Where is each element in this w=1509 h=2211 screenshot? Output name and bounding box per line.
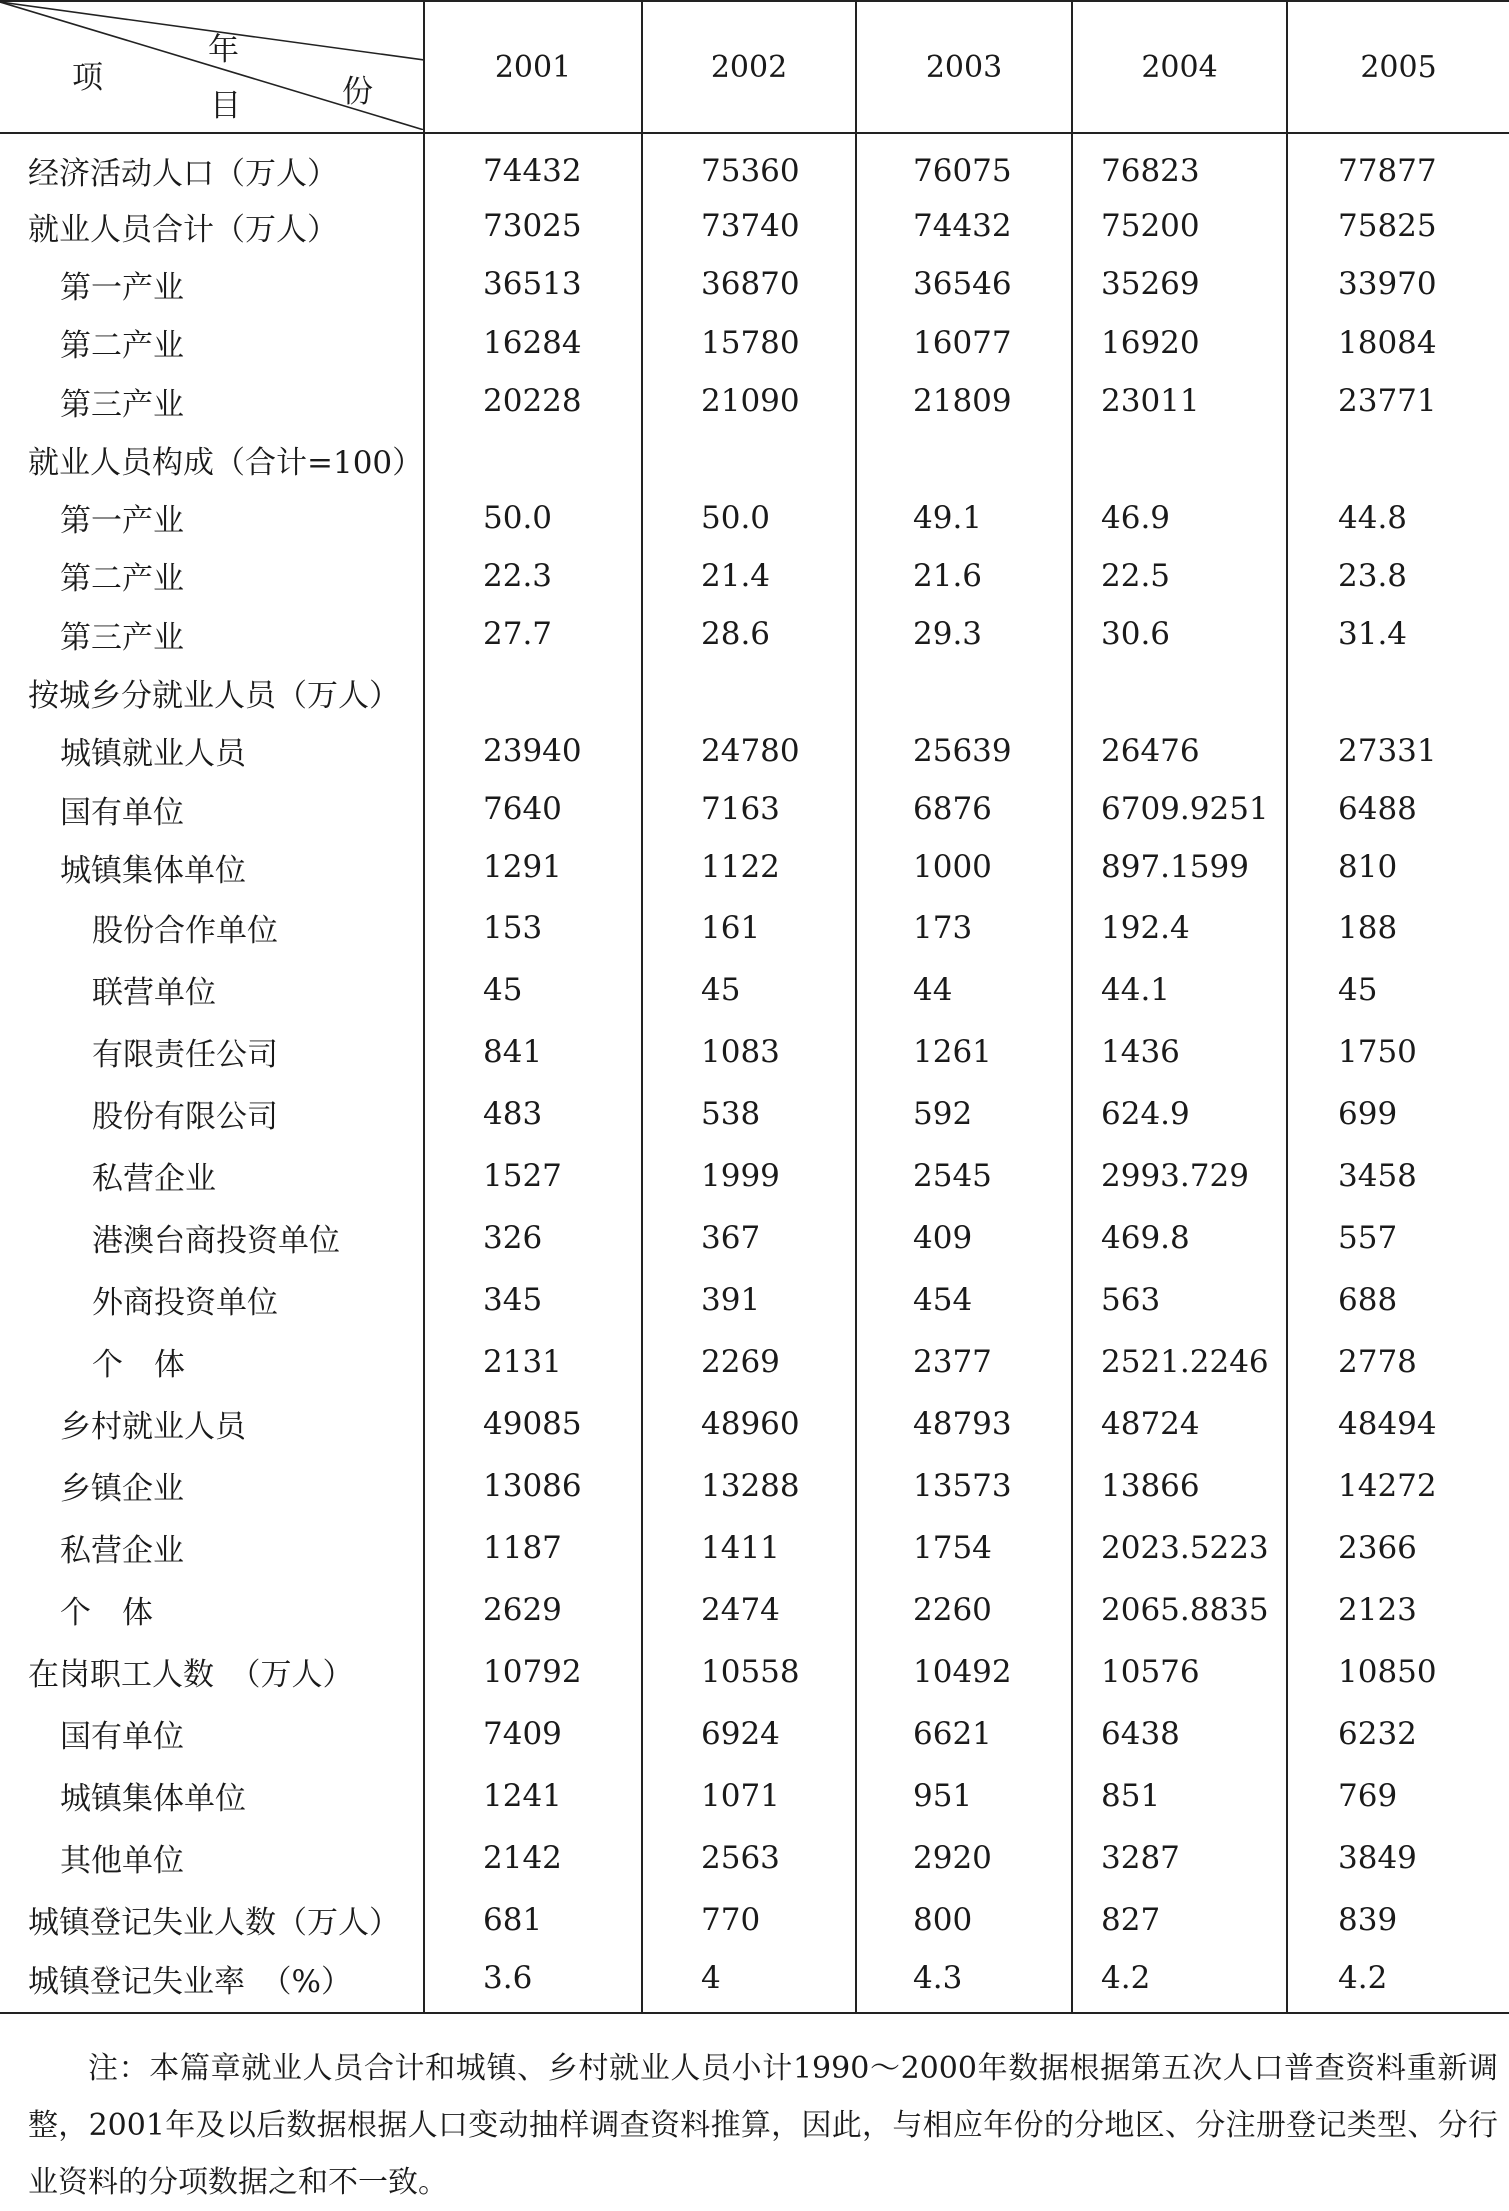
cell-2004: 2993.729 [1072, 1145, 1287, 1207]
cell-2002 [642, 430, 856, 488]
cell-2003: 2260 [856, 1579, 1072, 1641]
cell-2003: 21809 [856, 372, 1072, 430]
cell-2005: 2778 [1287, 1331, 1509, 1393]
cell-2005: 810 [1287, 838, 1509, 896]
cell-2004: 48724 [1072, 1393, 1287, 1455]
cell-2001: 45 [424, 959, 642, 1021]
cell-2003: 409 [856, 1207, 1072, 1269]
cell-2002: 13288 [642, 1455, 856, 1517]
cell-2001 [424, 430, 642, 488]
cell-2001: 345 [424, 1269, 642, 1331]
row-label: 乡镇企业 [60, 1471, 184, 1508]
table-row [0, 1951, 1509, 2013]
cell-2003: 21.6 [856, 547, 1072, 605]
table-row [0, 1207, 1509, 1269]
table-row [0, 897, 1509, 959]
cell-2004: 23011 [1072, 372, 1287, 430]
cell-2004: 6709.9251 [1072, 780, 1287, 838]
cell-2001: 1241 [424, 1765, 642, 1827]
cell-2004: 2521.2246 [1072, 1331, 1287, 1393]
cell-2001: 7409 [424, 1703, 642, 1765]
cell-2003: 173 [856, 897, 1072, 959]
row-label: 有限责任公司 [92, 1037, 278, 1074]
table-body [0, 133, 1509, 2013]
cell-2004: 75200 [1072, 197, 1287, 255]
row-label: 第三产业 [60, 386, 184, 423]
row-label: 第二产业 [60, 561, 184, 598]
cell-2002: 21.4 [642, 547, 856, 605]
row-label: 个 体 [92, 1347, 185, 1384]
cell-2002: 28.6 [642, 605, 856, 663]
cell-2002: 7163 [642, 780, 856, 838]
cell-2004: 563 [1072, 1269, 1287, 1331]
cell-2003: 2377 [856, 1331, 1072, 1393]
cell-2003: 1261 [856, 1021, 1072, 1083]
cell-2005: 699 [1287, 1083, 1509, 1145]
cell-2002: 75360 [642, 133, 856, 197]
cell-2002: 2269 [642, 1331, 856, 1393]
cell-2004: 469.8 [1072, 1207, 1287, 1269]
cell-2005: 48494 [1287, 1393, 1509, 1455]
cell-2005: 33970 [1287, 255, 1509, 313]
cell-2002: 6924 [642, 1703, 856, 1765]
cell-2005: 23771 [1287, 372, 1509, 430]
cell-2005: 2366 [1287, 1517, 1509, 1579]
cell-2002: 4 [642, 1951, 856, 2013]
cell-2002: 1999 [642, 1145, 856, 1207]
table-row [0, 314, 1509, 372]
cell-2004: 44.1 [1072, 959, 1287, 1021]
cell-2004: 46.9 [1072, 488, 1287, 546]
cell-2003: 13573 [856, 1455, 1072, 1517]
cell-2004 [1072, 663, 1287, 721]
cell-2005: 3458 [1287, 1145, 1509, 1207]
cell-2004: 35269 [1072, 255, 1287, 313]
cell-2005 [1287, 430, 1509, 488]
cell-2002: 1411 [642, 1517, 856, 1579]
cell-2004: 1436 [1072, 1021, 1287, 1083]
cell-2002: 1122 [642, 838, 856, 896]
row-label: 城镇登记失业率 （%） [0, 1951, 424, 2013]
cell-2002: 50.0 [642, 488, 856, 546]
cell-2001: 483 [424, 1083, 642, 1145]
cell-2005: 27331 [1287, 722, 1509, 780]
cell-2005: 77877 [1287, 133, 1509, 197]
cell-2002: 73740 [642, 197, 856, 255]
table-row [0, 722, 1509, 780]
table-row [0, 1331, 1509, 1393]
cell-2005: 3849 [1287, 1827, 1509, 1889]
table-row [0, 255, 1509, 313]
cell-2001: 74432 [424, 133, 642, 197]
cell-2002: 161 [642, 897, 856, 959]
cell-2002: 15780 [642, 314, 856, 372]
cell-2002: 1083 [642, 1021, 856, 1083]
cell-2005: 14272 [1287, 1455, 1509, 1517]
cell-2001: 10792 [424, 1641, 642, 1703]
cell-2001: 22.3 [424, 547, 642, 605]
cell-2003: 16077 [856, 314, 1072, 372]
cell-2003: 454 [856, 1269, 1072, 1331]
cell-2002: 48960 [642, 1393, 856, 1455]
cell-2005: 769 [1287, 1765, 1509, 1827]
cell-2001: 1527 [424, 1145, 642, 1207]
table-row [0, 1703, 1509, 1765]
row-label: 私营企业 [92, 1161, 216, 1198]
cell-2001: 50.0 [424, 488, 642, 546]
table-row [0, 838, 1509, 896]
cell-2003: 1000 [856, 838, 1072, 896]
cell-2005: 557 [1287, 1207, 1509, 1269]
cell-2001: 841 [424, 1021, 642, 1083]
cell-2001: 326 [424, 1207, 642, 1269]
row-label: 股份有限公司 [92, 1099, 278, 1136]
cell-2004 [1072, 430, 1287, 488]
cell-2005: 75825 [1287, 197, 1509, 255]
cell-2004: 827 [1072, 1889, 1287, 1951]
cell-2002: 391 [642, 1269, 856, 1331]
cell-2003: 6621 [856, 1703, 1072, 1765]
row-label: 港澳台商投资单位 [92, 1223, 340, 1260]
table-row [0, 780, 1509, 838]
row-label: 联营单位 [92, 975, 216, 1012]
cell-2004: 624.9 [1072, 1083, 1287, 1145]
cell-2002: 770 [642, 1889, 856, 1951]
corner-label-mu: 目 [210, 88, 241, 124]
cell-2001 [424, 663, 642, 721]
cell-2005: 31.4 [1287, 605, 1509, 663]
cell-2001: 3.6 [424, 1951, 642, 2013]
cell-2004: 26476 [1072, 722, 1287, 780]
table-row [0, 605, 1509, 663]
cell-2002: 24780 [642, 722, 856, 780]
row-label: 第二产业 [60, 328, 184, 365]
cell-2001: 13086 [424, 1455, 642, 1517]
cell-2005: 18084 [1287, 314, 1509, 372]
cell-2005: 6232 [1287, 1703, 1509, 1765]
cell-2005: 23.8 [1287, 547, 1509, 605]
cell-2002 [642, 663, 856, 721]
row-label: 城镇就业人员 [60, 736, 246, 773]
row-label: 其他单位 [60, 1843, 184, 1880]
row-label: 外商投资单位 [92, 1285, 278, 1322]
cell-2001: 20228 [424, 372, 642, 430]
cell-2004: 30.6 [1072, 605, 1287, 663]
row-label: 个 体 [60, 1595, 153, 1632]
row-label: 股份合作单位 [92, 913, 278, 950]
cell-2003: 1754 [856, 1517, 1072, 1579]
row-label: 私营企业 [60, 1533, 184, 1570]
cell-2001: 73025 [424, 197, 642, 255]
cell-2003 [856, 430, 1072, 488]
cell-2004: 897.1599 [1072, 838, 1287, 896]
table-row [0, 1517, 1509, 1579]
cell-2003: 2920 [856, 1827, 1072, 1889]
table-row [0, 1145, 1509, 1207]
table-row [0, 133, 1509, 197]
row-label: 在岗职工人数 （万人） [28, 1657, 354, 1694]
cell-2001: 2131 [424, 1331, 642, 1393]
header-corner-cell [0, 1, 424, 133]
cell-2005: 2123 [1287, 1579, 1509, 1641]
cell-2003: 2545 [856, 1145, 1072, 1207]
table-row [0, 1641, 1509, 1703]
cell-2004: 6438 [1072, 1703, 1287, 1765]
cell-2004: 10576 [1072, 1641, 1287, 1703]
row-label: 城镇集体单位 [60, 852, 246, 889]
table-row [0, 1393, 1509, 1455]
cell-2002: 36870 [642, 255, 856, 313]
cell-2003: 29.3 [856, 605, 1072, 663]
cell-2002: 10558 [642, 1641, 856, 1703]
cell-2001: 1291 [424, 838, 642, 896]
cell-2003: 76075 [856, 133, 1072, 197]
cell-2003: 800 [856, 1889, 1072, 1951]
row-label: 国有单位 [60, 794, 184, 831]
table-row [0, 1269, 1509, 1331]
cell-2003: 4.3 [856, 1951, 1072, 2013]
row-label: 国有单位 [60, 1719, 184, 1756]
row-label: 经济活动人口（万人） [28, 156, 338, 192]
cell-2003: 48793 [856, 1393, 1072, 1455]
year-header-2001: 2001 [424, 1, 642, 133]
cell-2004: 13866 [1072, 1455, 1287, 1517]
cell-2002: 21090 [642, 372, 856, 430]
table-row [0, 1021, 1509, 1083]
cell-2002: 45 [642, 959, 856, 1021]
table-row [0, 197, 1509, 255]
corner-label-year: 年 [208, 32, 239, 68]
cell-2005: 1750 [1287, 1021, 1509, 1083]
cell-2002: 1071 [642, 1765, 856, 1827]
cell-2001: 27.7 [424, 605, 642, 663]
table-row [0, 1765, 1509, 1827]
cell-2004: 851 [1072, 1765, 1287, 1827]
cell-2002: 2563 [642, 1827, 856, 1889]
cell-2001: 7640 [424, 780, 642, 838]
row-label: 城镇登记失业人数（万人） [28, 1905, 400, 1942]
cell-2001: 36513 [424, 255, 642, 313]
cell-2001: 681 [424, 1889, 642, 1951]
cell-2003: 25639 [856, 722, 1072, 780]
table-row [0, 1579, 1509, 1641]
cell-2001: 23940 [424, 722, 642, 780]
cell-2004: 76823 [1072, 133, 1287, 197]
cell-2005 [1287, 663, 1509, 721]
year-header-2002: 2002 [642, 1, 856, 133]
cell-2003: 6876 [856, 780, 1072, 838]
row-label: 乡村就业人员 [60, 1409, 246, 1446]
cell-2001: 153 [424, 897, 642, 959]
table-row [0, 372, 1509, 430]
cell-2001: 49085 [424, 1393, 642, 1455]
header-row [0, 1, 1509, 133]
table-row [0, 1083, 1509, 1145]
cell-2004: 192.4 [1072, 897, 1287, 959]
cell-2003 [856, 663, 1072, 721]
cell-2005: 45 [1287, 959, 1509, 1021]
cell-2002: 367 [642, 1207, 856, 1269]
cell-2004: 3287 [1072, 1827, 1287, 1889]
table-row [0, 1889, 1509, 1951]
cell-2004: 22.5 [1072, 547, 1287, 605]
cell-2005: 839 [1287, 1889, 1509, 1951]
cell-2003: 10492 [856, 1641, 1072, 1703]
cell-2003: 74432 [856, 197, 1072, 255]
cell-2005: 10850 [1287, 1641, 1509, 1703]
cell-2002: 2474 [642, 1579, 856, 1641]
year-header-2003: 2003 [856, 1, 1072, 133]
corner-label-fen: 份 [342, 74, 373, 110]
cell-2003: 49.1 [856, 488, 1072, 546]
cell-2004: 4.2 [1072, 1951, 1287, 2013]
cell-2005: 6488 [1287, 780, 1509, 838]
cell-2004: 16920 [1072, 314, 1287, 372]
table-row [0, 1827, 1509, 1889]
cell-2005: 688 [1287, 1269, 1509, 1331]
cell-2001: 2629 [424, 1579, 642, 1641]
row-label: 第一产业 [60, 503, 184, 540]
cell-2005: 4.2 [1287, 1951, 1509, 2013]
corner-label-item: 项 [72, 60, 103, 96]
row-label: 第三产业 [60, 619, 184, 656]
table-row [0, 547, 1509, 605]
cell-2001: 1187 [424, 1517, 642, 1579]
row-label: 就业人员合计（万人） [28, 211, 338, 248]
table-row [0, 1455, 1509, 1517]
cell-2004: 2065.8835 [1072, 1579, 1287, 1641]
cell-2001: 2142 [424, 1827, 642, 1889]
year-header-2004: 2004 [1072, 1, 1287, 133]
cell-2004: 2023.5223 [1072, 1517, 1287, 1579]
footnote: 注：本篇章就业人员合计和城镇、乡村就业人员小计1990～2000年数据根据第五次人口普查资料重新调整，2001年及以后数据根据人口变动抽样调查资料推算，因此，与相应年份的分地区、分注册登记类型、分行业资料的分项数据之和不一致。 [28, 2051, 1498, 2200]
cell-2003: 592 [856, 1083, 1072, 1145]
table-row [0, 959, 1509, 1021]
year-header-2005: 2005 [1287, 1, 1509, 133]
cell-2003: 951 [856, 1765, 1072, 1827]
cell-2003: 36546 [856, 255, 1072, 313]
cell-2002: 538 [642, 1083, 856, 1145]
row-label: 按城乡分就业人员（万人） [28, 678, 400, 715]
table-row [0, 430, 1509, 488]
cell-2005: 44.8 [1287, 488, 1509, 546]
table-row [0, 488, 1509, 546]
row-label: 就业人员构成（合计=100） [28, 444, 424, 481]
cell-2001: 16284 [424, 314, 642, 372]
table-row [0, 663, 1509, 721]
cell-2005: 188 [1287, 897, 1509, 959]
row-label: 城镇集体单位 [60, 1781, 246, 1818]
cell-2003: 44 [856, 959, 1072, 1021]
row-label: 第一产业 [60, 269, 184, 306]
